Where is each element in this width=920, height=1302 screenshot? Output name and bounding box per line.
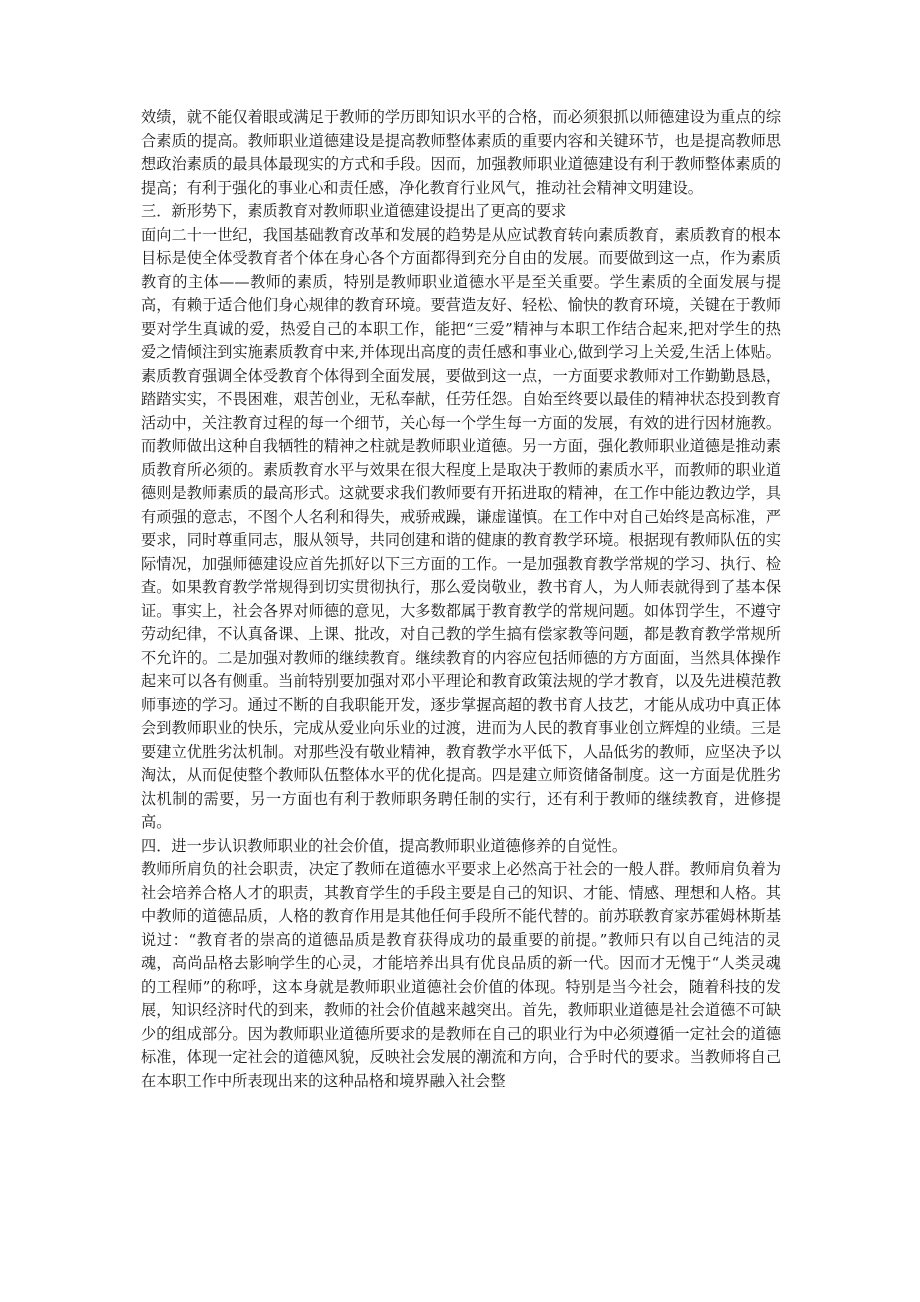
paragraph-section-3: 面向二十一世纪，我国基础教育改革和发展的趋势是从应试教育转向素质教育，素质教育的根本目标是使全体受教育者个体在身心各个方面都得到充分自由的发展。而要做到这一点，作为素质教育的主体——教师的素质，特别是教师职业道德水平是至关重要。学生素质的全面发展与提高，有赖于适合他们身心规律的教育环境。要营造友好、轻松、愉快的教育环境，关键在于教师要对学生真诚的爱，热爱自己的本职工作，能把“三爱”精神与本职工作结合起来,把对学生的热爱之情倾注到实施素质教育中来,并体现出高度的责任感和事业心,做到学习上关爱,生活上体贴。素质教育强调全体受教育个体得到全面发展，要做到这一点，一方面要求教师对工作勤勤恳恳，踏踏实实，不畏困难，艰苦创业，无私奉献，任劳任怨。自始至终要以最佳的精神状态投到教育活动中，关注教育过程的每一个细节，关心每一个学生每一方面的发展，有效的进行因材施教。而教师做出这种自我牺牲的精神之柱就是教师职业道德。另一方面，强化教师职业道德是推动素质教育所必须的。素质教育水平与效果在很大程度上是取决于教师的素质水平，而教师的职业道德则是教师素质的最高形式。这就要求我们教师要有开拓进取的精神，在工作中能边教边学，具有顽强的意志，不图个人名利和得失，戒骄戒躁，谦虚谨慎。在工作中对自己始终是高标准，严要求，同时尊重同志，服从领导，共同创建和谐的健康的教育教学环境。根据现有教师队伍的实际情况，加强师德建设应首先抓好以下三方面的工作。一是加强教育教学常规的学习、执行、检查。如果教育教学常规得到切实贯彻执行，那么爱岗敬业，教书育人，为人师表就得到了基本保证。事实上，社会各界对师德的意见，大多数都属于教育教学的常规问题。如体罚学生，不遵守劳动纪律，不认真备课、上课、批改，对自己教的学生搞有偿家教等问题，都是教育教学常规所不允许的。二是加强对教师的继续教育。继续教育的内容应包括师德的方方面面，当然具体操作起来可以各有侧重。当前特别要加强对邓小平理论和教育政策法规的学才教育，以及先进模范教师事迹的学习。通过不断的自我职能开发，逐步掌握高超的教书育人技艺，才能从成功中真正体会到教师职业的快乐，完成从爱业向乐业的过渡，进而为人民的教育事业创立辉煌的业绩。三是要建立优胜劣汰机制。对那些没有敬业精神，教育教学水平低下，人品低劣的教师，应坚决予以淘汰，从而促使整个教师队伍整体水平的优化提高。四是建立师资储备制度。这一方面是优胜劣汰机制的需要，另一方面也有利于教师职务聘任制的实行，还有利于教师的继续教育，进修提高。 bbox=[141, 225, 781, 831]
paragraph-section-4: 教师所肩负的社会职责，决定了教师在道德水平要求上必然高于社会的一般人群。教师肩负着为社会培养合格人才的职责，其教育学生的手段主要是自己的知识、才能、情感、理想和人格。其中教师的道德品质，人格的教育作用是其他任何手段所不能代替的。前苏联教育家苏霍姆林斯基说过：“教育者的崇高的道德品质是教育获得成功的最重要的前提。”教师只有以自己纯洁的灵魂，高尚品格去影响学生的心灵，才能培养出具有优良品质的新一代。因而才无愧于“人类灵魂的工程师”的称呼，这本身就是教师职业道德社会价值的体现。特别是当今社会，随着科技的发展，知识经济时代的到来，教师的社会价值越来越突出。首先，教师职业道德是社会道德不可缺少的组成部分。因为教师职业道德所要求的是教师在自己的职业行为中必须遵循一定社会的道德标准，体现一定社会的道德风貌，反映社会发展的潮流和方向，合乎时代的要求。当教师将自己在本职工作中所表现出来的这种品格和境界融入社会整 bbox=[141, 860, 781, 1090]
section-heading-3: 三．新形势下，素质教育对教师职业道德建设提出了更高的要求 bbox=[141, 202, 567, 220]
document-body bbox=[141, 106, 781, 1093]
paragraph-intro: 效绩，就不能仅着眼或满足于教师的学历即知识水平的合格，而必须狠抓以师德建设为重点的综合素质的提高。教师职业道德建设是提高教师整体素质的重要内容和关键环节，也是提高教师思想政治素质的最具体最现实的方式和手段。因而，加强教师职业道德建设有利于教师整体素质的提高；有利于强化的事业心和责任感，净化教育行业风气，推动社会精神文明建设。 bbox=[141, 108, 781, 197]
section-heading-4: 四．进一步认识教师职业的社会价值，提高教师职业道德修养的自觉性。 bbox=[141, 836, 627, 855]
